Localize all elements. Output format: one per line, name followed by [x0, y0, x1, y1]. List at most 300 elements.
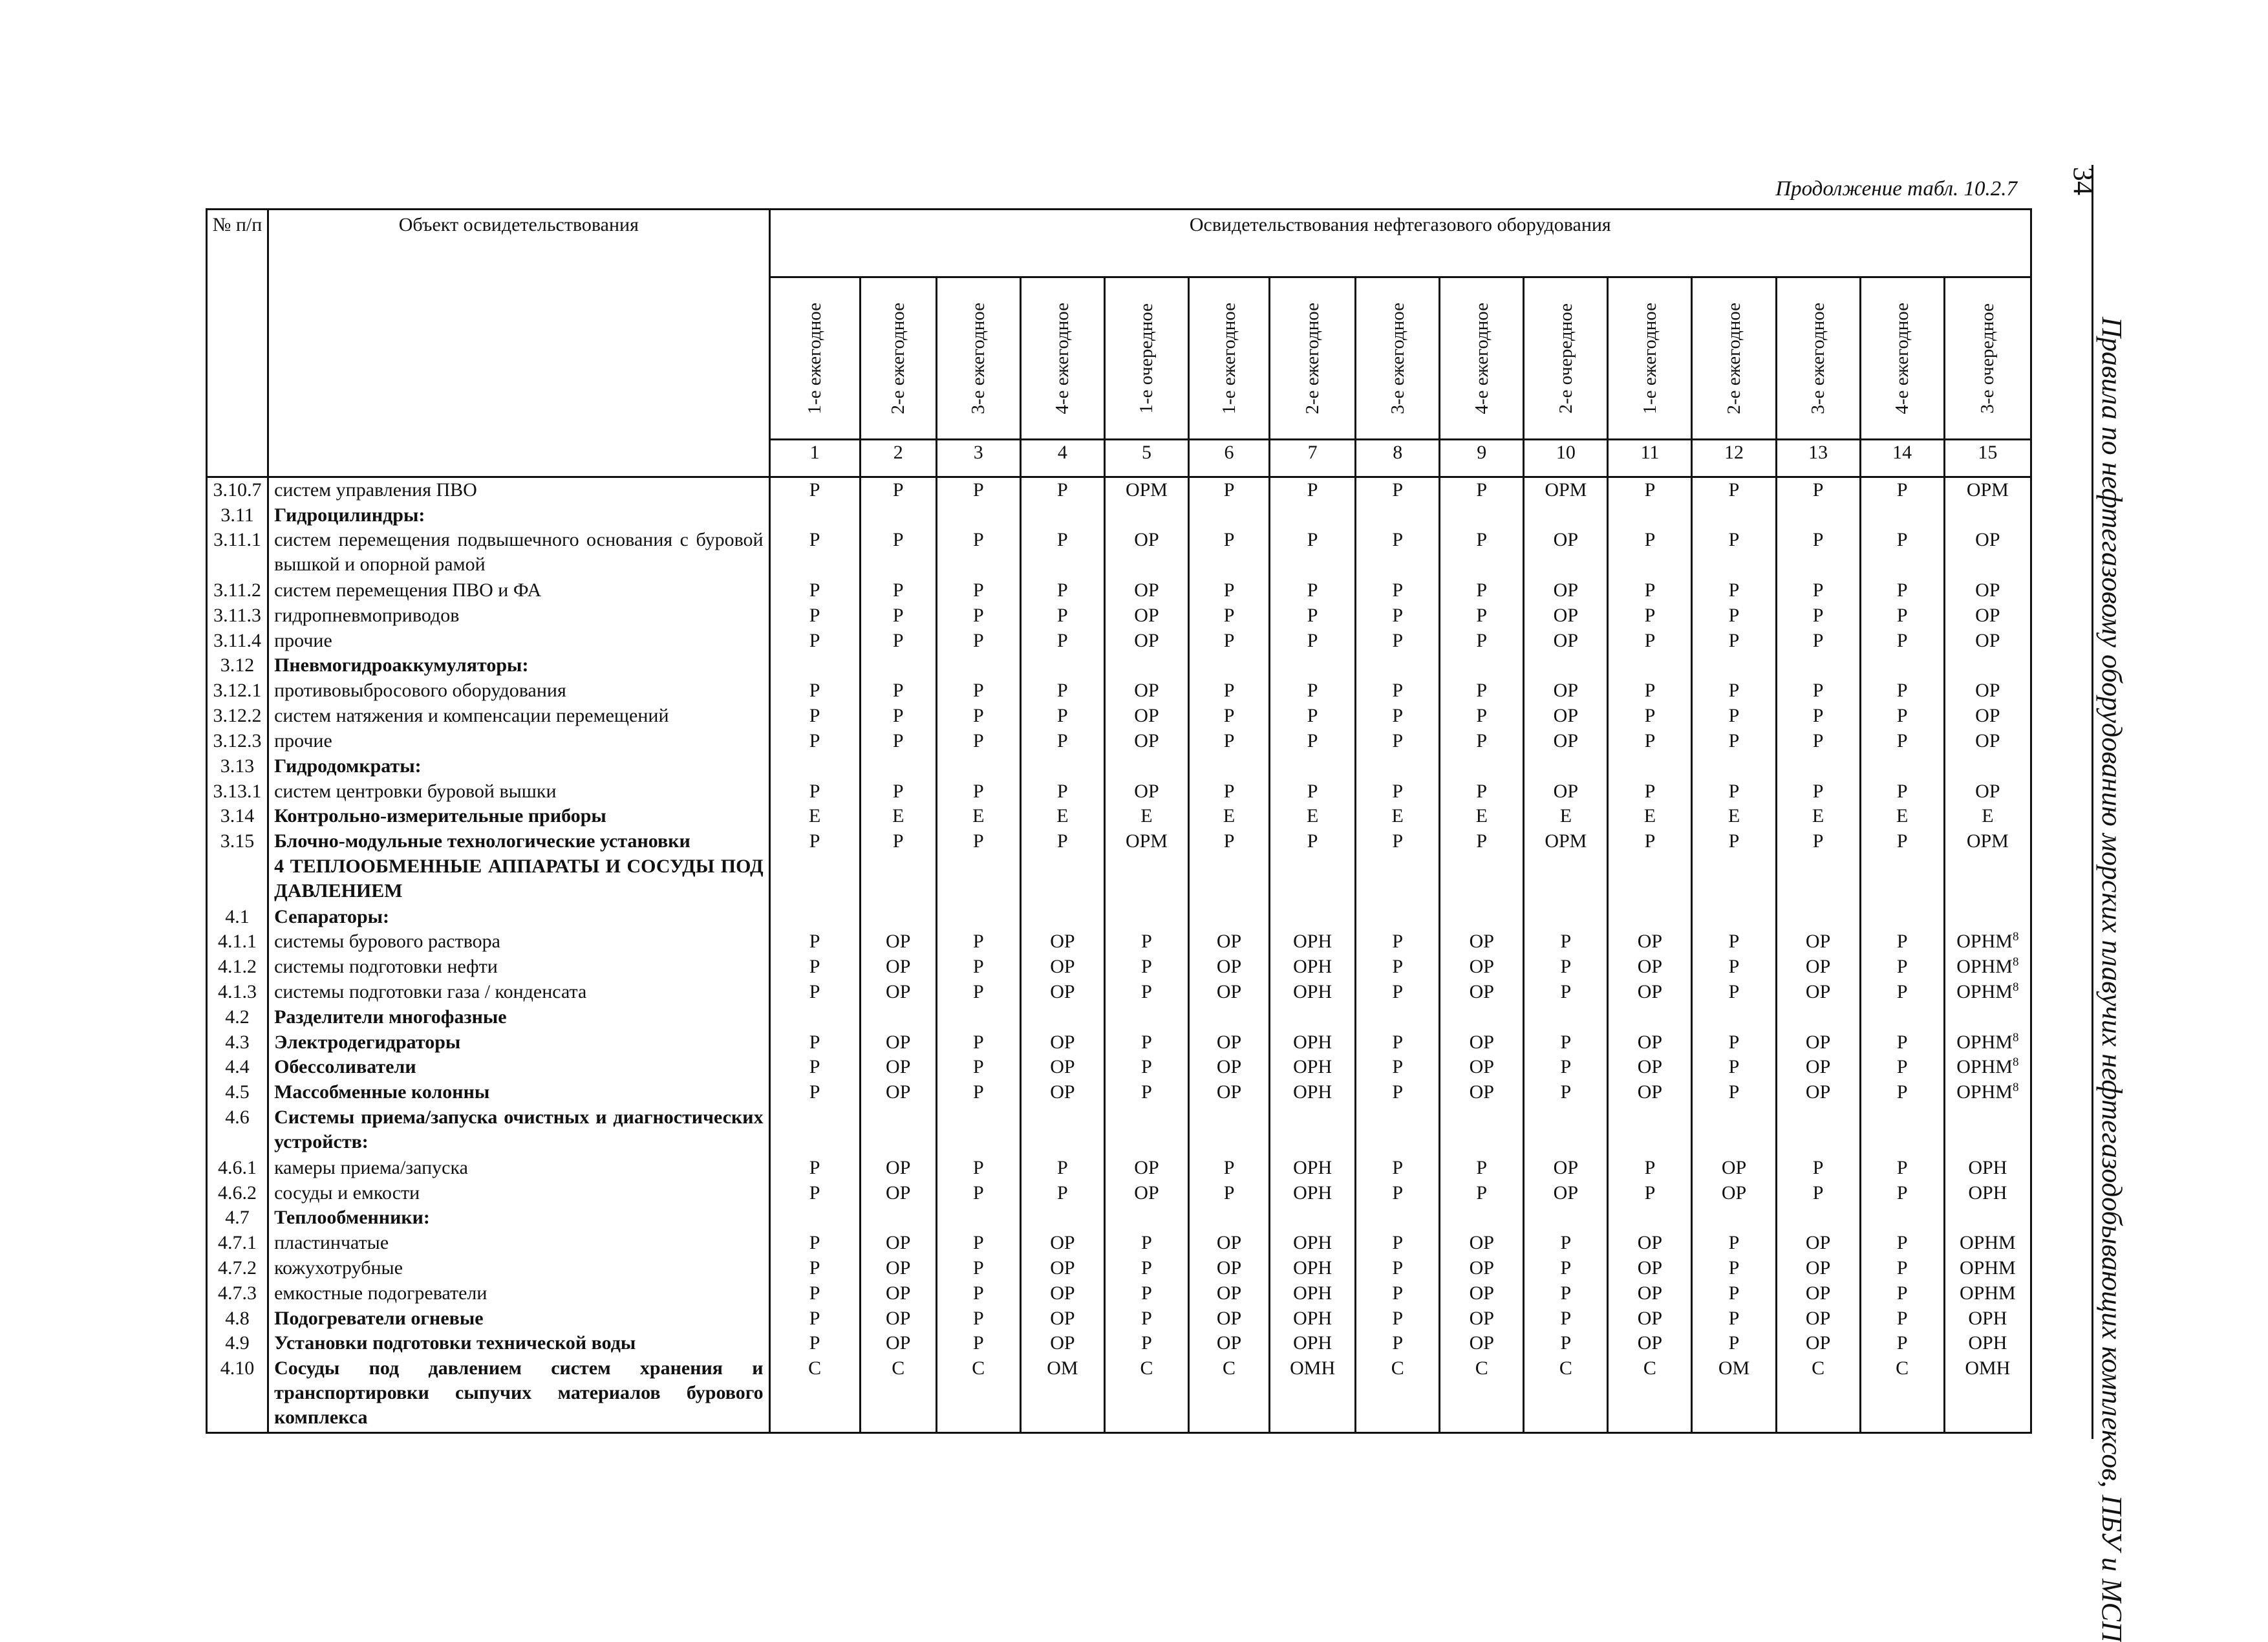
footnote-mark: 8	[2012, 1030, 2019, 1044]
row-value	[1776, 754, 1860, 779]
value-text: Р	[1644, 479, 1656, 501]
row-value	[1692, 779, 1776, 805]
value-text: ОРН	[1293, 931, 1332, 953]
row-value	[1692, 754, 1776, 779]
header-column-label: 4-е ежегодное	[1892, 302, 1913, 415]
row-value	[1524, 980, 1608, 1005]
value-text: ОР	[1553, 705, 1579, 727]
row-value	[1356, 729, 1440, 754]
value-text: Р	[1392, 479, 1404, 501]
row-value	[1356, 1281, 1440, 1306]
value-text: Р	[1057, 780, 1068, 802]
value-text: Р	[1141, 981, 1152, 1003]
value-text: Р	[1141, 1332, 1152, 1354]
row-value	[1860, 1306, 1944, 1332]
row-value	[1104, 829, 1188, 854]
footnote-mark: 8	[2012, 1055, 2019, 1070]
value-text: ОР	[1637, 1307, 1663, 1329]
header-column	[1692, 277, 1776, 439]
row-value	[1104, 1005, 1188, 1030]
value-text: ОР	[1637, 1056, 1663, 1078]
row-value	[1860, 955, 1944, 980]
value-text: Р	[892, 780, 904, 802]
header-column-label: 3-е ежегодное	[1387, 302, 1408, 415]
row-value	[1608, 729, 1692, 754]
value-text: ОР	[1216, 1056, 1242, 1078]
value-text: Р	[1307, 830, 1318, 852]
row-value	[1524, 1356, 1608, 1432]
value-text: Р	[1812, 680, 1824, 702]
row-value	[1020, 1306, 1104, 1332]
row-value	[1356, 955, 1440, 980]
value-text: ОР	[1469, 1307, 1494, 1329]
value-text: Р	[1812, 780, 1824, 802]
row-value	[1270, 1256, 1356, 1281]
value-text: ОР	[1553, 579, 1579, 601]
row-value	[1356, 678, 1440, 704]
row-value	[1440, 1005, 1524, 1030]
value-text: Р	[1392, 1031, 1404, 1053]
row-object: прочие	[268, 729, 770, 754]
row-number: 3.14	[207, 804, 268, 829]
row-value	[860, 1256, 936, 1281]
value-text: Р	[1644, 729, 1656, 751]
row-value	[860, 1181, 936, 1206]
table-row	[207, 1256, 2031, 1281]
row-value	[1270, 1231, 1356, 1256]
value-text: Р	[809, 579, 820, 601]
row-value	[1776, 1080, 1860, 1105]
value-text: Р	[1560, 1031, 1572, 1053]
row-number: 4.7.2	[207, 1256, 268, 1281]
value-text: Р	[972, 1232, 984, 1254]
row-value	[1692, 929, 1776, 955]
row-value	[1356, 905, 1440, 930]
row-value	[1270, 1080, 1356, 1105]
value-text: С	[1643, 1357, 1656, 1379]
value-text: Р	[1728, 780, 1740, 802]
footnote-mark: 8	[2012, 980, 2019, 995]
value-text: Р	[1560, 931, 1572, 953]
value-text: Р	[1896, 1156, 1908, 1178]
value-text: ОРМ	[1966, 830, 2009, 852]
row-number: 4.3	[207, 1030, 268, 1055]
row-value	[1270, 653, 1356, 678]
row-object: Пневмогидроаккумуляторы:	[268, 653, 770, 678]
row-value	[1608, 1331, 1692, 1356]
value-text: ОР	[1637, 981, 1663, 1003]
row-value	[1189, 1105, 1270, 1156]
row-value	[1104, 1030, 1188, 1055]
row-value	[1860, 1331, 1944, 1356]
row-value	[1440, 578, 1524, 603]
table-row	[207, 704, 2031, 729]
row-value	[1189, 929, 1270, 955]
value-text: ОР	[1553, 529, 1579, 551]
value-text: Р	[1057, 705, 1068, 727]
value-text: ОРМ	[1545, 830, 1587, 852]
row-object: системы бурового раствора	[268, 929, 770, 955]
row-value	[1440, 1080, 1524, 1105]
row-value	[1189, 1231, 1270, 1256]
row-value	[1189, 754, 1270, 779]
value-text: Р	[1392, 1081, 1404, 1103]
row-value	[1356, 1080, 1440, 1105]
row-number: 4.4	[207, 1055, 268, 1080]
row-value	[1944, 1005, 2031, 1030]
row-value	[1440, 503, 1524, 528]
row-value	[1189, 980, 1270, 1005]
row-value	[936, 1331, 1020, 1356]
value-text: Р	[1644, 780, 1656, 802]
row-value	[1860, 1005, 1944, 1030]
row-value	[936, 1080, 1020, 1105]
value-text: ОР	[1469, 1056, 1494, 1078]
row-value	[1440, 980, 1524, 1005]
value-text: Р	[1560, 1282, 1572, 1304]
value-text: ОР	[1134, 705, 1159, 727]
value-text: ОР	[1216, 1232, 1242, 1254]
row-value	[1356, 1256, 1440, 1281]
row-value	[1189, 1181, 1270, 1206]
value-text: ОР	[886, 1232, 911, 1254]
row-value	[1356, 1205, 1440, 1231]
row-object: Контрольно-измерительные приборы	[268, 804, 770, 829]
table-row	[207, 1205, 2031, 1231]
row-number: 4.1	[207, 905, 268, 930]
row-value	[1944, 1356, 2031, 1432]
value-text: Р	[1223, 1182, 1235, 1204]
value-text: ОР	[1134, 680, 1159, 702]
row-value	[1270, 1105, 1356, 1156]
value-text: Р	[1560, 956, 1572, 978]
value-text: ОР	[1050, 931, 1075, 953]
row-value	[1608, 1105, 1692, 1156]
row-value	[1692, 678, 1776, 704]
row-value	[769, 829, 860, 854]
value-text: ОР	[1469, 1232, 1494, 1254]
table-row	[207, 754, 2031, 779]
row-value	[1020, 804, 1104, 829]
table-row	[207, 829, 2031, 854]
value-text: Р	[809, 931, 820, 953]
row-value	[1860, 1256, 1944, 1281]
row-number: 3.13.1	[207, 779, 268, 805]
value-text: Р	[1307, 579, 1318, 601]
row-value	[1270, 729, 1356, 754]
row-value	[1356, 1105, 1440, 1156]
value-text: Р	[892, 529, 904, 551]
row-value	[1692, 477, 1776, 502]
value-text: Е	[972, 805, 985, 827]
value-text: Р	[1812, 705, 1824, 727]
value-text: Р	[1644, 705, 1656, 727]
value-text: ОР	[1469, 1282, 1494, 1304]
row-value	[936, 729, 1020, 754]
value-text: Р	[972, 1282, 984, 1304]
value-text: Р	[1896, 529, 1908, 551]
table-row	[207, 678, 2031, 704]
value-text: Р	[1057, 1182, 1068, 1204]
row-value	[1440, 1256, 1524, 1281]
value-text: ОР	[1805, 1257, 1831, 1279]
value-text: ОР	[1975, 729, 2000, 751]
row-value	[1524, 653, 1608, 678]
value-text: ОРН	[1293, 1307, 1332, 1329]
header-column	[1270, 277, 1356, 439]
value-text: Р	[1392, 1257, 1404, 1279]
row-value	[1356, 980, 1440, 1005]
row-value	[1104, 1231, 1188, 1256]
row-value	[1270, 503, 1356, 528]
table-row	[207, 1231, 2031, 1256]
value-text: Р	[1141, 1056, 1152, 1078]
row-value	[1356, 653, 1440, 678]
row-value	[769, 729, 860, 754]
value-text: Р	[972, 479, 984, 501]
row-object: системы подготовки нефти	[268, 955, 770, 980]
value-text: Р	[1392, 1182, 1404, 1204]
row-value	[1270, 1331, 1356, 1356]
value-text: Р	[1392, 1056, 1404, 1078]
row-value	[1524, 929, 1608, 955]
value-text: ОР	[1216, 981, 1242, 1003]
table-row	[207, 1356, 2031, 1432]
row-value	[1020, 1080, 1104, 1105]
row-value	[1104, 678, 1188, 704]
value-text: ОР	[1216, 956, 1242, 978]
value-text: ОР	[1134, 629, 1159, 651]
row-value	[1692, 1181, 1776, 1206]
row-value	[1270, 905, 1356, 930]
row-value	[860, 1356, 936, 1432]
row-number: 3.11.2	[207, 578, 268, 603]
row-value	[1776, 704, 1860, 729]
value-text: ОР	[1469, 1257, 1494, 1279]
row-object: гидропневмоприводов	[268, 603, 770, 629]
value-text: ОРНМ	[1956, 956, 2013, 978]
row-value	[1104, 980, 1188, 1005]
row-value	[1270, 1030, 1356, 1055]
value-text: ОРМ	[1125, 830, 1168, 852]
row-value	[1692, 1030, 1776, 1055]
value-text: ОР	[1637, 1257, 1663, 1279]
row-value	[1270, 704, 1356, 729]
value-text: Р	[1476, 729, 1488, 751]
row-value	[1776, 1256, 1860, 1281]
row-value	[1104, 854, 1188, 905]
value-text: Р	[1728, 1232, 1740, 1254]
row-value	[1944, 503, 2031, 528]
header-column-number: 6	[1189, 439, 1270, 477]
value-text: Р	[1812, 629, 1824, 651]
value-text: ОР	[1216, 931, 1242, 953]
row-value	[1944, 678, 2031, 704]
row-value	[1860, 1156, 1944, 1181]
row-value	[1860, 729, 1944, 754]
header-column-number: 11	[1608, 439, 1692, 477]
value-text: ОР	[1721, 1156, 1747, 1178]
row-value	[1776, 653, 1860, 678]
row-number: 3.12.2	[207, 704, 268, 729]
row-value	[1692, 629, 1776, 654]
row-value	[936, 1105, 1020, 1156]
value-text: Р	[1728, 629, 1740, 651]
header-column-label: 4-е ежегодное	[1052, 302, 1073, 415]
value-text: ОР	[1050, 1031, 1075, 1053]
row-value	[860, 1281, 936, 1306]
value-text: Р	[1057, 579, 1068, 601]
row-value	[1104, 1080, 1188, 1105]
value-text: ОРН	[1293, 981, 1332, 1003]
row-value	[1692, 1156, 1776, 1181]
row-value	[860, 905, 936, 930]
row-value	[1104, 955, 1188, 980]
value-text: Р	[892, 479, 904, 501]
row-value	[1860, 1080, 1944, 1105]
value-text: Р	[1476, 479, 1488, 501]
row-value	[1440, 804, 1524, 829]
row-object: Установки подготовки технической воды	[268, 1331, 770, 1356]
row-value	[769, 477, 860, 502]
row-value	[1944, 1331, 2031, 1356]
value-text: Р	[1057, 729, 1068, 751]
row-value	[936, 1356, 1020, 1432]
value-text: ОРНМ	[1960, 1282, 2016, 1304]
row-value	[1104, 578, 1188, 603]
row-object: системы подготовки газа / конденсата	[268, 980, 770, 1005]
header-column	[1860, 277, 1944, 439]
row-value	[1608, 1030, 1692, 1055]
value-text: Р	[1560, 981, 1572, 1003]
row-value	[1189, 678, 1270, 704]
value-text: ОРН	[1293, 1282, 1332, 1304]
row-value	[1524, 678, 1608, 704]
row-value	[936, 528, 1020, 578]
row-value	[1944, 729, 2031, 754]
row-value	[1608, 1306, 1692, 1332]
table-caption: Продолжение табл. 10.2.7	[1775, 177, 2017, 200]
header-column	[1189, 277, 1270, 439]
row-value	[1270, 1205, 1356, 1231]
value-text: Р	[1728, 931, 1740, 953]
row-value	[1356, 1306, 1440, 1332]
value-text: Р	[1812, 604, 1824, 626]
value-text: Р	[1392, 705, 1404, 727]
row-value	[860, 578, 936, 603]
value-text: Р	[1896, 705, 1908, 727]
value-text: Е	[892, 805, 904, 827]
row-number: 4.7	[207, 1205, 268, 1231]
row-value	[1524, 1181, 1608, 1206]
value-text: Р	[1141, 1232, 1152, 1254]
table-row	[207, 955, 2031, 980]
value-text: ОР	[886, 1332, 911, 1354]
value-text: ОРНМ	[1956, 1031, 2013, 1053]
value-text: Р	[1812, 529, 1824, 551]
value-text: Р	[972, 680, 984, 702]
row-value	[1944, 629, 2031, 654]
value-text: ОРНМ	[1956, 931, 2013, 953]
value-text: Р	[1728, 1056, 1740, 1078]
value-text: Р	[1392, 604, 1404, 626]
value-text: Р	[1392, 729, 1404, 751]
header-column-number: 9	[1440, 439, 1524, 477]
row-value	[1440, 477, 1524, 502]
row-value	[1020, 754, 1104, 779]
header-group: Освидетельствования нефтегазового оборудования	[769, 210, 2031, 277]
row-value	[1104, 629, 1188, 654]
value-text: Р	[1476, 1182, 1488, 1204]
value-text: Р	[1896, 729, 1908, 751]
header-column	[860, 277, 936, 439]
row-value	[1776, 477, 1860, 502]
value-text: Р	[1141, 931, 1152, 953]
value-text: Р	[1896, 981, 1908, 1003]
row-value	[1270, 854, 1356, 905]
value-text: Р	[1307, 729, 1318, 751]
value-text: Р	[1896, 1307, 1908, 1329]
row-value	[1776, 1331, 1860, 1356]
row-value	[769, 603, 860, 629]
row-number: 4.10	[207, 1356, 268, 1432]
table-row	[207, 1055, 2031, 1080]
row-value	[860, 678, 936, 704]
row-value	[1104, 1306, 1188, 1332]
value-text: Р	[809, 1156, 820, 1178]
row-value	[1104, 729, 1188, 754]
row-value	[1944, 653, 2031, 678]
value-text: ОР	[1050, 981, 1075, 1003]
row-value	[1440, 1306, 1524, 1332]
row-value	[1189, 1356, 1270, 1432]
value-text: Р	[1476, 830, 1488, 852]
value-text: Р	[972, 1307, 984, 1329]
value-text: Р	[892, 579, 904, 601]
header-column	[1020, 277, 1104, 439]
value-text: ОРН	[1293, 1182, 1332, 1204]
value-text: Р	[1644, 529, 1656, 551]
value-text: Е	[1391, 805, 1404, 827]
row-value	[936, 754, 1020, 779]
row-value	[936, 955, 1020, 980]
row-number: 3.12	[207, 653, 268, 678]
row-value	[1020, 629, 1104, 654]
value-text: Р	[892, 705, 904, 727]
table-row	[207, 1030, 2031, 1055]
value-text: ОР	[1637, 1332, 1663, 1354]
value-text: Р	[1392, 1156, 1404, 1178]
value-text: Р	[1644, 1156, 1656, 1178]
row-value	[1944, 704, 2031, 729]
row-value	[1608, 980, 1692, 1005]
row-value	[1608, 1281, 1692, 1306]
row-value	[860, 1205, 936, 1231]
value-text: Р	[1057, 1156, 1068, 1178]
row-value	[769, 980, 860, 1005]
table-row	[207, 905, 2031, 930]
row-value	[1189, 1306, 1270, 1332]
row-value	[1270, 1356, 1356, 1432]
row-value	[1189, 854, 1270, 905]
table-row	[207, 603, 2031, 629]
header-object: Объект освидетельствования	[268, 210, 770, 477]
row-value	[769, 1156, 860, 1181]
value-text: ОР	[1553, 604, 1579, 626]
row-value	[1776, 578, 1860, 603]
value-text: Р	[1223, 529, 1235, 551]
value-text: Р	[1728, 1081, 1740, 1103]
